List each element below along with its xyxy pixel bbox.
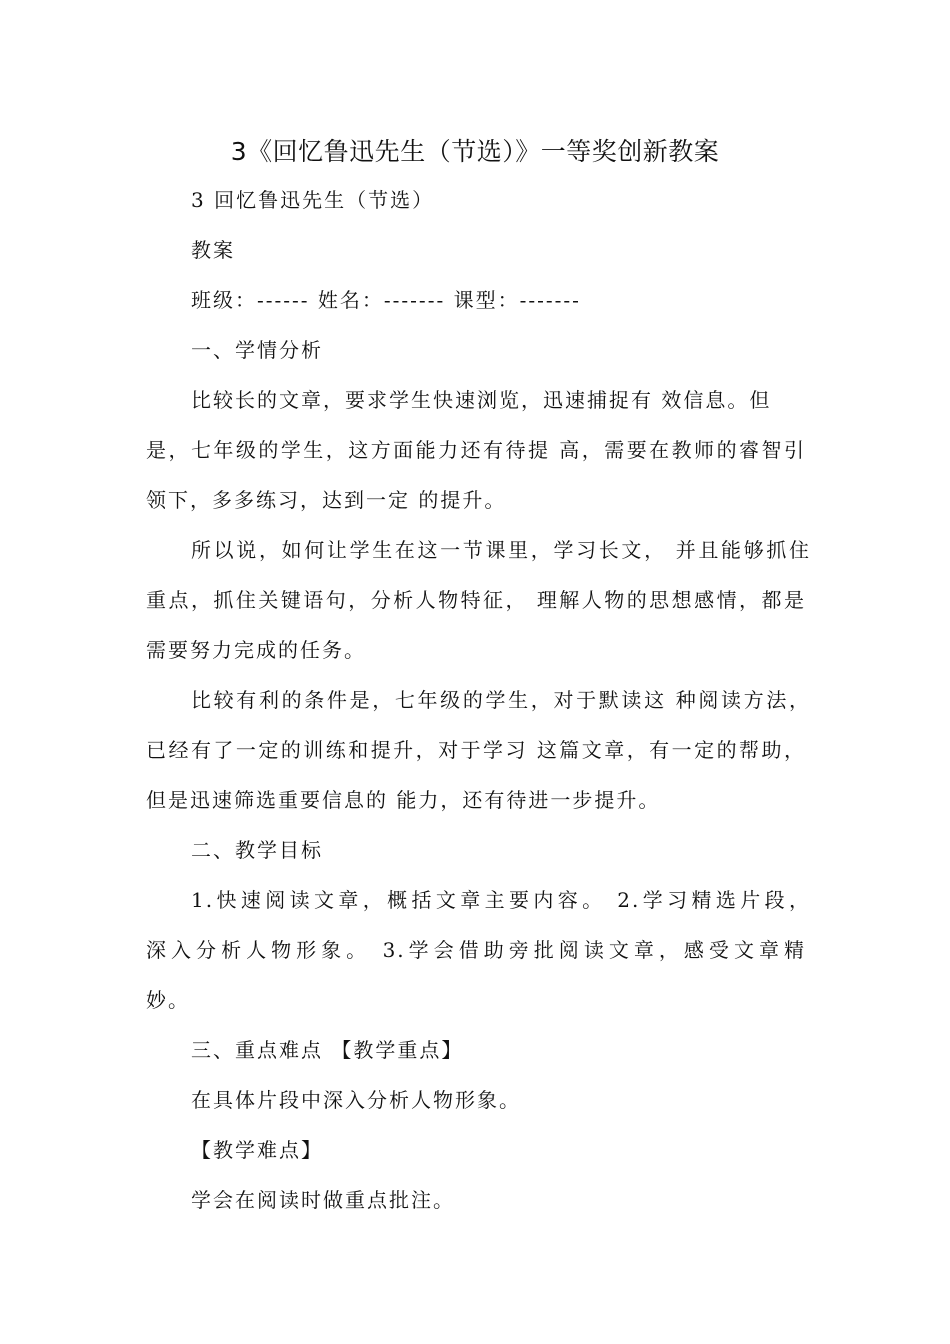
objectives-line-3: 妙。 [146,988,190,1012]
paragraph-1-line-3: 领下，多多练习，达到一定 的提升。 [146,488,507,512]
difficulty-text: 学会在阅读时做重点批注。 [191,1188,455,1212]
section-heading-1: 一、学情分析 [191,338,323,362]
objectives-line-2: 深入分析人物形象。 3.学会借助旁批阅读文章，感受文章精 [146,938,806,962]
paragraph-2-line-1: 所以说，如何让学生在这一节课里，学习长文， 并且能够抓住 [191,538,811,562]
class-info-line: 班级：------ 姓名：------- 课型：------- [191,288,581,312]
paragraph-3-line-3: 但是迅速筛选重要信息的 能力，还有待进一步提升。 [146,788,661,812]
key-point-text: 在具体片段中深入分析人物形象。 [191,1088,521,1112]
objectives-line-1: 1.快速阅读文章，概括文章主要内容。 2.学习精选片段， [191,888,811,912]
paragraph-2-line-2: 重点，抓住关键语句，分析人物特征， 理解人物的思想感情，都是 [146,588,806,612]
paragraph-1-line-2: 是，七年级的学生，这方面能力还有待提 高，需要在教师的睿智引 [146,438,806,462]
section-heading-2: 二、教学目标 [191,838,323,862]
paragraph-1-line-1: 比较长的文章，要求学生快速浏览，迅速捕捉有 效信息。但 [191,388,772,412]
section-heading-3: 三、重点难点 【教学重点】 [191,1038,464,1062]
paragraph-2-line-3: 需要努力完成的任务。 [146,638,366,662]
document-title: 3《回忆鲁迅先生（节选）》一等奖创新教案 [230,137,720,166]
paragraph-3-line-1: 比较有利的条件是，七年级的学生，对于默读这 种阅读方法， [191,688,811,712]
lesson-heading: 3 回忆鲁迅先生（节选） [191,188,435,212]
difficulty-heading: 【教学难点】 [191,1138,323,1162]
paragraph-3-line-2: 已经有了一定的训练和提升，对于学习 这篇文章，有一定的帮助， [146,738,806,762]
lesson-subheading: 教案 [191,238,235,262]
